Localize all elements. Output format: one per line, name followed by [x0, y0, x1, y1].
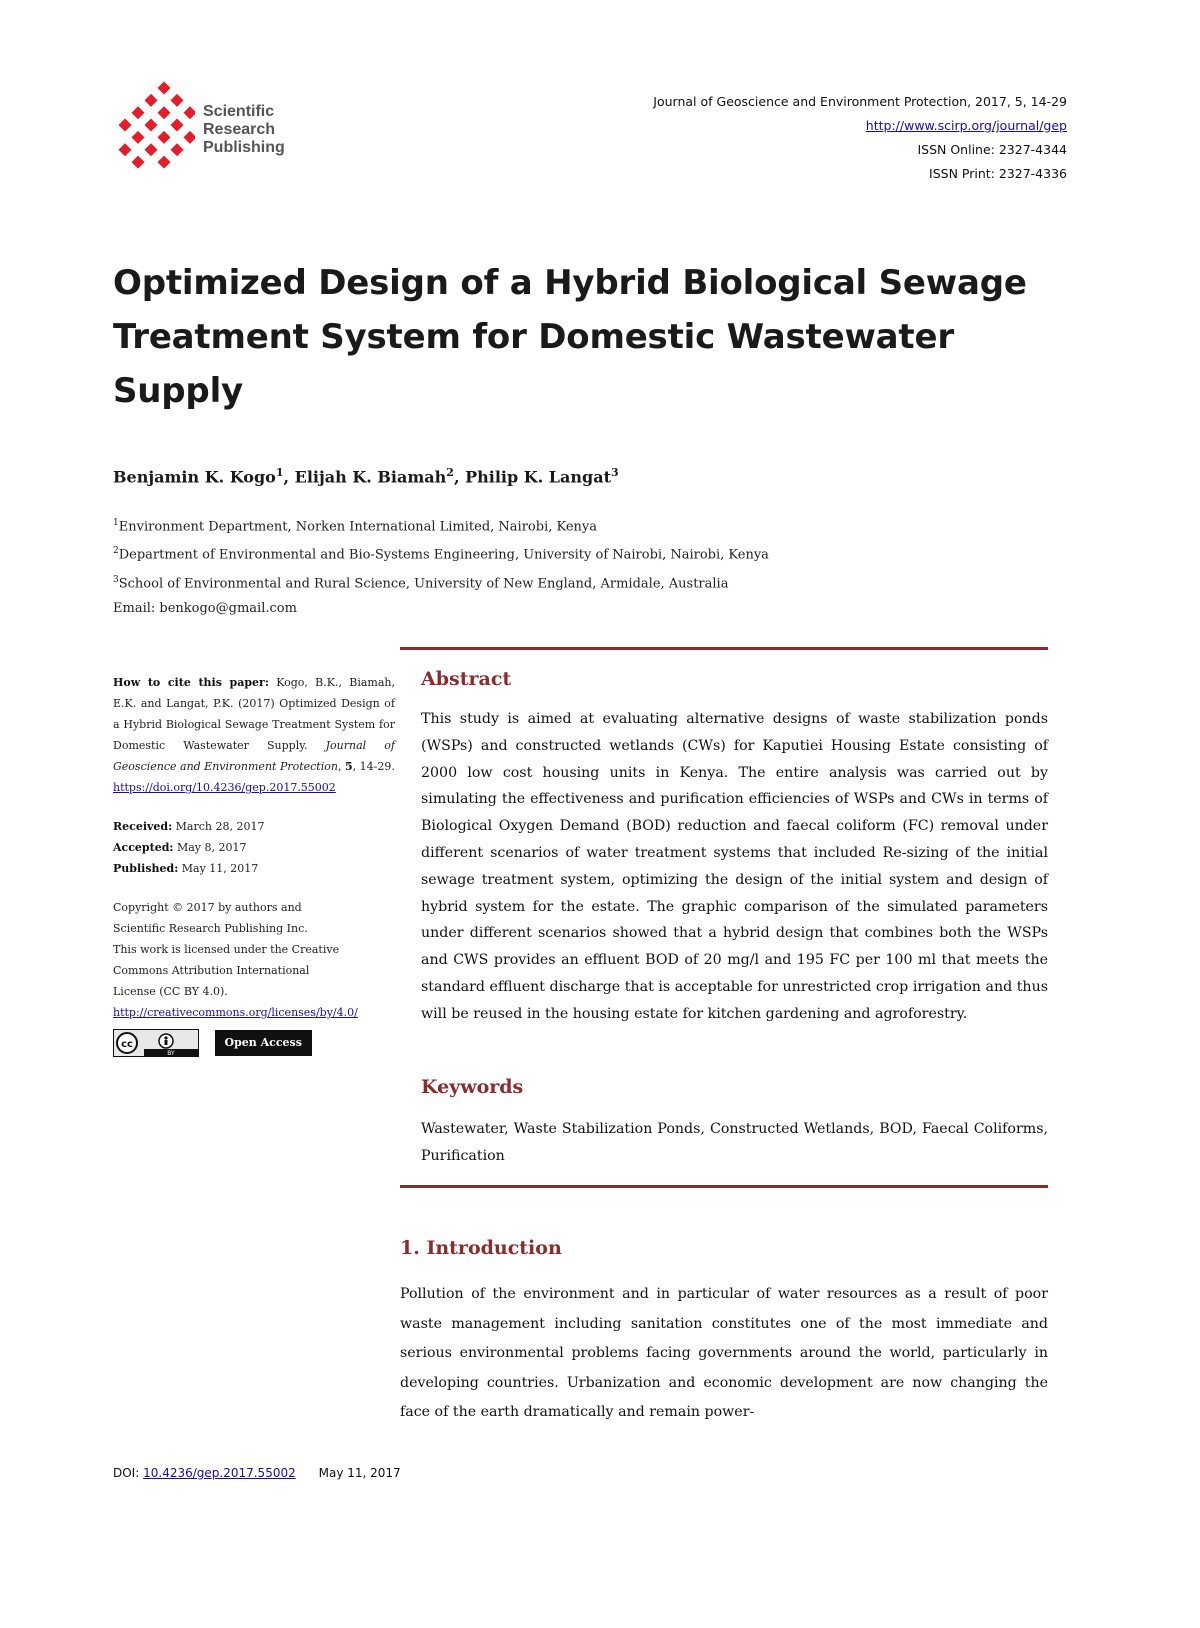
citation-block: How to cite this paper: Kogo, B.K., Biamah, E.K. and Langat, P.K. (2017) Optimized Design of a Hybrid Biological Sewage Treatment System for Domestic Wastewater Supply. Journal of Geoscience and Environment Protection, 5, 14-29. https://doi.org/10.4236/gep.2017.55002 [113, 676, 395, 794]
logo-diamond [184, 106, 196, 119]
logo-diamond [119, 143, 132, 156]
author-name: Benjamin K. Kogo [113, 467, 276, 487]
copyright-line: Copyright © 2017 by authors and [113, 901, 302, 914]
page-footer [113, 1466, 401, 1480]
logo-diamond [158, 82, 171, 95]
cite-label: How to cite this paper: [113, 676, 269, 689]
footer-date: May 11, 2017 [318, 1466, 401, 1480]
logo-diamond [171, 143, 184, 156]
copyright-line: License (CC BY 4.0). [113, 985, 228, 998]
license-badges [113, 1029, 395, 1057]
keywords-text: Wastewater, Waste Stabilization Ponds, Constructed Wetlands, BOD, Faecal Coliforms, Purification [421, 1121, 1048, 1164]
dates-block [113, 816, 395, 879]
logo-diamond [132, 156, 145, 169]
author-affiliation-mark: 2 [446, 466, 454, 479]
journal-citation: Journal of Geoscience and Environment Protection, 2017, 5, 14-29 [653, 94, 1067, 109]
sidebar [113, 672, 395, 1057]
affiliation-item: $^3$School of Environmental and Rural Science, University of New England, Armidale, Australia [113, 574, 729, 591]
logo-diamond [184, 131, 196, 144]
logo-diamond [158, 156, 171, 169]
logo-diamond [171, 119, 184, 132]
keywords-heading: Keywords [421, 1076, 524, 1098]
publisher-name [203, 103, 285, 157]
footer-doi-link[interactable]: 10.4236/gep.2017.55002 [143, 1466, 296, 1480]
logo-diamond [145, 143, 158, 156]
contact-email: Email: benkogo@gmail.com [113, 600, 297, 616]
logo-diamond [145, 119, 158, 132]
publisher-name-line: Scientific [203, 103, 275, 120]
paper-title: Optimized Design of a Hybrid Biological Sewage Treatment System for Domestic Wastewater Supply [113, 263, 1027, 411]
footer-doi-label: DOI: [113, 1466, 140, 1480]
copyright-line: This work is licensed under the Creative [113, 943, 340, 956]
introduction-text: Pollution of the environment and in particular of water resources as a result of poor waste management including sanitation constitutes one of the most immediate and serious environmental problems facing governments around the world, particularly in developing countries. Urbanization and economic development are now changing the face of the earth dramatically and remain power- [400, 1286, 1048, 1420]
issn-print: ISSN Print: 2327-4336 [929, 166, 1067, 181]
accepted-row: Accepted: May 8, 2017 [113, 841, 247, 854]
author-name: Elijah K. Biamah [294, 467, 447, 487]
logo-diamond [171, 94, 184, 107]
copyright-block [113, 897, 395, 1023]
issn-online: ISSN Online: 2327-4344 [917, 142, 1067, 157]
cite-journal: Journal of Geoscience and Environment Protection [113, 739, 395, 773]
cite-text: Kogo, B.K., Biamah, E.K. and Langat, P.K. (2017) Optimized Design of a Hybrid Biological Sewage Treatment System for Domestic Wastewater Supply. [113, 676, 395, 752]
logo-diamond [145, 94, 158, 107]
cite-volume: 5 [344, 760, 353, 773]
affiliations [113, 511, 769, 621]
publisher-logo [115, 80, 195, 170]
copyright-line: Commons Attribution International [113, 964, 310, 977]
journal-url-link[interactable]: http://www.scirp.org/journal/gep [865, 118, 1067, 133]
author-affiliation-mark: 1 [275, 466, 284, 479]
author-name: Philip K. Langat [465, 467, 611, 487]
open-access-badge: Open Access [215, 1030, 312, 1056]
abstract-bottom-rule [400, 1185, 1048, 1188]
logo-diamond [132, 131, 145, 144]
author-list: Benjamin K. Kogo$^1$, Elijah K. Biamah$^2$, Philip K. Langat$^3$ [113, 466, 619, 487]
logo-diamond [158, 106, 171, 119]
affiliation-item: $^1$Environment Department, Norken International Limited, Nairobi, Kenya [113, 518, 598, 535]
affiliation-item: $^2$Department of Environmental and Bio-Systems Engineering, University of Nairobi, Nairobi, Kenya [113, 546, 769, 563]
journal-info [653, 90, 1067, 186]
cc-by-badge[interactable] [113, 1029, 199, 1057]
author-affiliation-mark: 3 [611, 466, 619, 479]
abstract-heading: Abstract [421, 668, 512, 690]
license-link[interactable]: http://creativecommons.org/licenses/by/4.0/ [113, 1006, 358, 1019]
abstract-top-rule [400, 647, 1048, 650]
logo-diamond [132, 106, 145, 119]
copyright-line: Scientific Research Publishing Inc. [113, 922, 308, 935]
received-row: Received: March 28, 2017 [113, 820, 265, 833]
cite-pages: , 14-29. [352, 760, 395, 773]
cc-badge-label: BY [167, 1050, 175, 1056]
svg-text:cc: cc [121, 1039, 133, 1050]
logo-diamond [119, 119, 132, 132]
doi-link[interactable]: https://doi.org/10.4236/gep.2017.55002 [113, 781, 336, 794]
introduction-heading: 1. Introduction [400, 1237, 562, 1259]
publisher-name-line: Research [203, 121, 276, 138]
cc-icon [114, 1030, 198, 1056]
publisher-name-line: Publishing [203, 139, 285, 156]
abstract-text: This study is aimed at evaluating alternative designs of waste stabilization ponds (WSPs) and constructed wetlands (CWs) for Kaputiei Housing Estate consisting of 2000 low cost housing units in Kenya. The entire analysis was carried out by simulating the effectiveness and purification efficiencies of WSPs and CWs in terms of Biological Oxygen Demand (BOD) reduction and faecal coliform (FC) removal under different scenarios of water treatment systems that included Re-sizing of the initial sewage treatment system, optimizing the design of the initial system and design of hybrid system for the estate. The graphic comparison of the simulated parameters under different scenarios showed that a hybrid design that combines both the WSPs and CWS provides an effluent BOD of 20 mg/l and 195 FC per 100 ml that meets the standard effluent discharge that is acceptable for unrestricted crop irrigation and thus will be reused in the housing estate for kitchen gardening and agroforestry. [421, 711, 1048, 1022]
published-row: Published: May 11, 2017 [113, 862, 259, 875]
logo-diamond [158, 131, 171, 144]
